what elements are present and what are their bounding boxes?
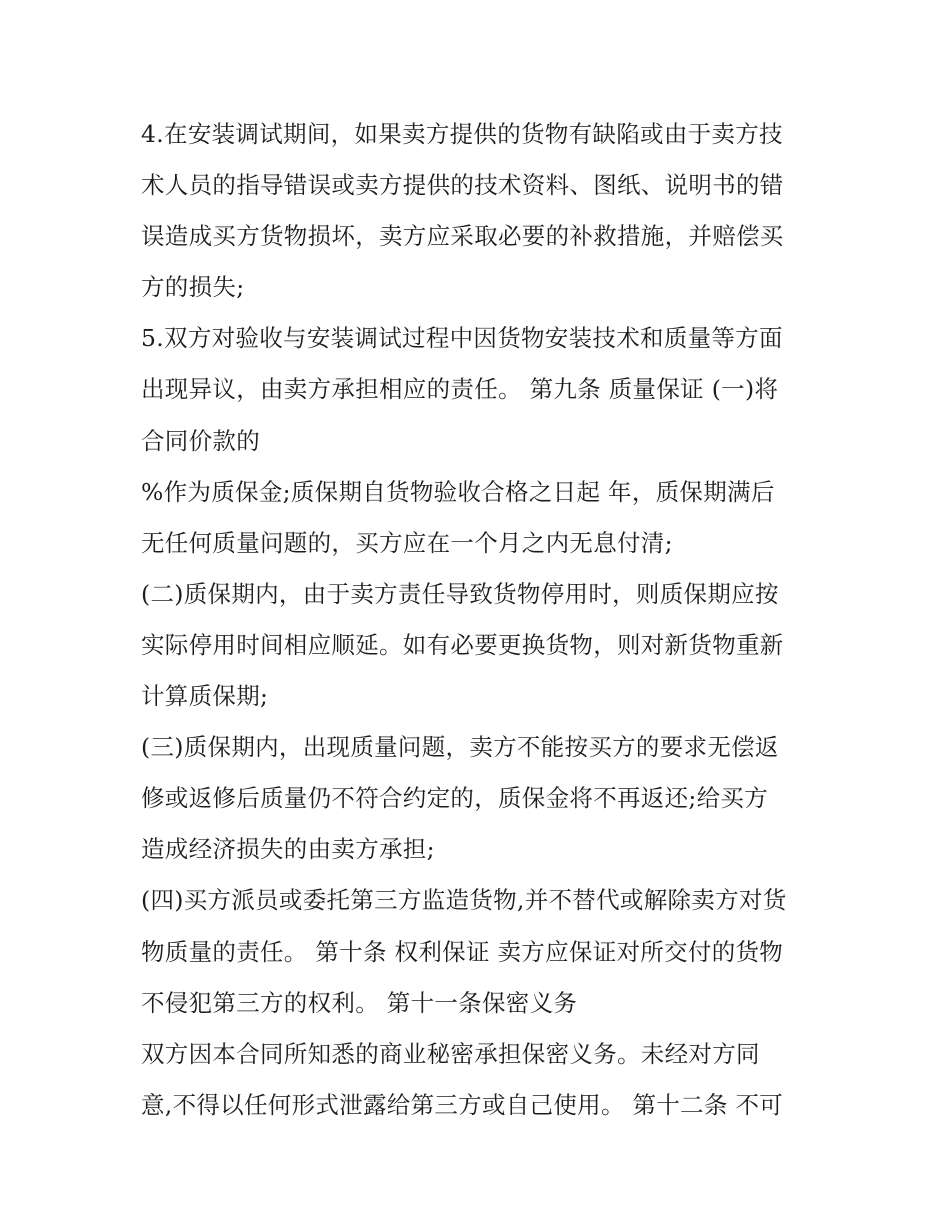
text-line: 误造成买方货物损坏，卖方应采取必要的补救措施，并赔偿买 [141, 222, 784, 251]
text-line: (四)买方派员或委托第三方监造货物,并不替代或解除卖方对货 [141, 886, 787, 915]
text-line: 方的损失; [141, 273, 245, 302]
text-line: 合同价款的 [141, 426, 260, 455]
text-line: (二)质保期内，由于卖方责任导致货物停用时，则质保期应按 [141, 579, 779, 608]
text-line: 术人员的指导错误或卖方提供的技术资料、图纸、说明书的错 [141, 171, 784, 200]
text-line: 造成经济损失的由卖方承担; [141, 835, 435, 864]
text-line: 4.在安装调试期间，如果卖方提供的货物有缺陷或由于卖方技 [141, 120, 783, 148]
text-line: 实际停用时间相应顺延。如有必要更换货物，则对新货物重新 [141, 630, 784, 659]
text-line: 意,不得以任何形式泄露给第三方或自己使用。 第十二条 不可 [141, 1090, 784, 1119]
text-line: 计算质保期; [141, 682, 269, 711]
text-line: 修或返修后质量仍不符合约定的，质保金将不再返还;给买方 [141, 784, 769, 813]
text-line: (三)质保期内，出现质量问题，卖方不能按买方的要求无偿返 [141, 733, 779, 762]
text-line: 出现异议，由卖方承担相应的责任。 第九条 质量保证 (一)将 [141, 375, 779, 404]
text-line: 5.双方对验收与安装调试过程中因货物安装技术和质量等方面 [141, 324, 783, 353]
contract-text [141, 109, 821, 1131]
text-line: 物质量的责任。 第十条 权利保证 卖方应保证对所交付的货物 [141, 937, 784, 966]
text-line: 双方因本合同所知悉的商业秘密承担保密义务。未经对方同 [141, 1039, 760, 1068]
text-line: 不侵犯第三方的权利。 第十一条保密义务 [141, 988, 578, 1017]
text-line: 无任何质量问题的，买方应在一个月之内无息付清; [141, 528, 673, 557]
text-line: %作为质保金;质保期自货物验收合格之日起 年，质保期满后 [141, 477, 775, 506]
